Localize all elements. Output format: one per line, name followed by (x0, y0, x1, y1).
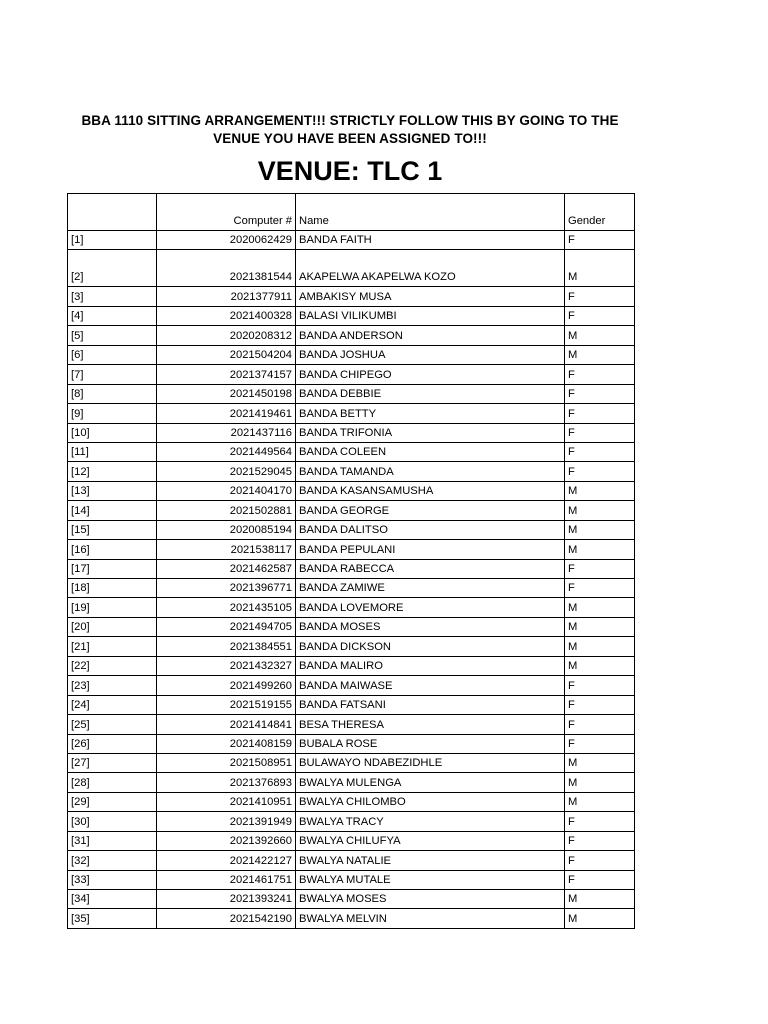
table-row (68, 637, 635, 656)
table-row (68, 384, 635, 403)
row-gender: F (565, 695, 635, 714)
table-row (68, 250, 635, 287)
row-index: [5] (68, 326, 157, 345)
venue-title: VENUE: TLC 1 (257, 156, 443, 186)
row-computer-number: 2021377911 (157, 287, 296, 306)
row-computer-number: 2020085194 (157, 520, 296, 539)
row-computer-number: 2021374157 (157, 365, 296, 384)
row-computer-number: 2021519155 (157, 695, 296, 714)
row-gender: M (565, 656, 635, 675)
row-gender: F (565, 676, 635, 695)
table-row (68, 442, 635, 461)
row-gender: M (565, 540, 635, 559)
row-gender: F (565, 365, 635, 384)
row-name: BANDA ANDERSON (296, 326, 565, 345)
row-gender: F (565, 423, 635, 442)
row-computer-number: 2021393241 (157, 890, 296, 909)
row-index: [13] (68, 481, 157, 500)
row-index: [31] (68, 831, 157, 850)
row-gender: M (565, 890, 635, 909)
row-computer-number: 2021462587 (157, 559, 296, 578)
row-name: BANDA FAITH (296, 231, 565, 250)
sitting-arrangement-table (67, 193, 635, 929)
row-name: BUBALA ROSE (296, 734, 565, 753)
row-index: [10] (68, 423, 157, 442)
row-index: [1] (68, 231, 157, 250)
row-name: BWALYA CHILUFYA (296, 831, 565, 850)
row-computer-number: 2021410951 (157, 792, 296, 811)
row-gender: M (565, 520, 635, 539)
row-index: [2] (68, 250, 157, 287)
table-row (68, 481, 635, 500)
row-name: BANDA JOSHUA (296, 345, 565, 364)
row-name: BALASI VILIKUMBI (296, 306, 565, 325)
table-row (68, 695, 635, 714)
row-index: [30] (68, 812, 157, 831)
row-index: [17] (68, 559, 157, 578)
row-index: [11] (68, 442, 157, 461)
row-gender: F (565, 404, 635, 423)
row-computer-number: 2021422127 (157, 851, 296, 870)
row-gender: M (565, 753, 635, 772)
row-name: BULAWAYO NDABEZIDHLE (296, 753, 565, 772)
table-row (68, 715, 635, 734)
row-index: [14] (68, 501, 157, 520)
row-index: [27] (68, 753, 157, 772)
row-name: BWALYA MULENGA (296, 773, 565, 792)
row-index: [18] (68, 579, 157, 598)
row-index: [21] (68, 637, 157, 656)
row-computer-number: 2021499260 (157, 676, 296, 695)
table-row (68, 851, 635, 870)
table-row (68, 462, 635, 481)
row-name: BANDA LOVEMORE (296, 598, 565, 617)
heading-line-1: BBA 1110 SITTING ARRANGEMENT!!! STRICTLY FOLLOW THIS BY GOING TO THE (81, 113, 619, 128)
table-row (68, 676, 635, 695)
row-computer-number: 2021381544 (157, 250, 296, 287)
row-computer-number: 2021414841 (157, 715, 296, 734)
header-name: Name (296, 194, 565, 231)
table-row (68, 890, 635, 909)
table-row (68, 617, 635, 636)
document-heading (40, 112, 660, 148)
row-name: BWALYA CHILOMBO (296, 792, 565, 811)
row-index: [8] (68, 384, 157, 403)
row-gender: M (565, 345, 635, 364)
table-row (68, 345, 635, 364)
row-name: BANDA COLEEN (296, 442, 565, 461)
table-row (68, 540, 635, 559)
row-computer-number: 2021376893 (157, 773, 296, 792)
row-gender: F (565, 559, 635, 578)
row-gender: M (565, 773, 635, 792)
row-computer-number: 2021404170 (157, 481, 296, 500)
table-row (68, 559, 635, 578)
row-gender: F (565, 384, 635, 403)
row-name: BANDA MALIRO (296, 656, 565, 675)
row-gender: M (565, 598, 635, 617)
row-computer-number: 2021450198 (157, 384, 296, 403)
row-computer-number: 2021392660 (157, 831, 296, 850)
row-name: AKAPELWA AKAPELWA KOZO (296, 250, 565, 287)
row-name: BWALYA TRACY (296, 812, 565, 831)
row-computer-number: 2021529045 (157, 462, 296, 481)
row-index: [22] (68, 656, 157, 675)
row-name: BANDA GEORGE (296, 501, 565, 520)
row-computer-number: 2020062429 (157, 231, 296, 250)
table-row (68, 909, 635, 928)
row-gender: M (565, 250, 635, 287)
table-row (68, 520, 635, 539)
row-name: BANDA ZAMIWE (296, 579, 565, 598)
row-gender: M (565, 909, 635, 928)
row-name: BWALYA MOSES (296, 890, 565, 909)
row-gender: F (565, 442, 635, 461)
row-name: BANDA MOSES (296, 617, 565, 636)
row-name: BWALYA MELVIN (296, 909, 565, 928)
table-row (68, 579, 635, 598)
row-computer-number: 2021504204 (157, 345, 296, 364)
table-row (68, 501, 635, 520)
table-row (68, 404, 635, 423)
row-gender: M (565, 637, 635, 656)
row-gender: F (565, 831, 635, 850)
row-computer-number: 2021437116 (157, 423, 296, 442)
row-computer-number: 2021542190 (157, 909, 296, 928)
row-name: BANDA MAIWASE (296, 676, 565, 695)
row-name: AMBAKISY MUSA (296, 287, 565, 306)
row-name: BWALYA MUTALE (296, 870, 565, 889)
row-name: BANDA TRIFONIA (296, 423, 565, 442)
table-row (68, 231, 635, 250)
row-computer-number: 2021396771 (157, 579, 296, 598)
row-index: [12] (68, 462, 157, 481)
row-index: [4] (68, 306, 157, 325)
row-gender: F (565, 715, 635, 734)
row-name: BESA THERESA (296, 715, 565, 734)
row-computer-number: 2021384551 (157, 637, 296, 656)
header-index (68, 194, 157, 231)
table-row (68, 287, 635, 306)
row-index: [33] (68, 870, 157, 889)
row-computer-number: 2021435105 (157, 598, 296, 617)
row-computer-number: 2020208312 (157, 326, 296, 345)
row-computer-number: 2021408159 (157, 734, 296, 753)
row-gender: F (565, 306, 635, 325)
row-name: BANDA TAMANDA (296, 462, 565, 481)
table-row (68, 656, 635, 675)
row-computer-number: 2021508951 (157, 753, 296, 772)
row-computer-number: 2021419461 (157, 404, 296, 423)
row-index: [29] (68, 792, 157, 811)
table-row (68, 306, 635, 325)
row-gender: M (565, 481, 635, 500)
row-name: BANDA KASANSAMUSHA (296, 481, 565, 500)
row-index: [6] (68, 345, 157, 364)
row-index: [20] (68, 617, 157, 636)
row-index: [3] (68, 287, 157, 306)
row-gender: F (565, 851, 635, 870)
row-computer-number: 2021461751 (157, 870, 296, 889)
row-index: [15] (68, 520, 157, 539)
row-index: [25] (68, 715, 157, 734)
table-row (68, 792, 635, 811)
header-gender: Gender (565, 194, 635, 231)
row-name: BANDA CHIPEGO (296, 365, 565, 384)
row-index: [7] (68, 365, 157, 384)
table-row (68, 753, 635, 772)
row-name: BANDA PEPULANI (296, 540, 565, 559)
row-name: BANDA FATSANI (296, 695, 565, 714)
row-computer-number: 2021449564 (157, 442, 296, 461)
row-name: BANDA DEBBIE (296, 384, 565, 403)
row-computer-number: 2021538117 (157, 540, 296, 559)
header-computer-number: Computer # (157, 194, 296, 231)
table-row (68, 870, 635, 889)
row-name: BANDA RABECCA (296, 559, 565, 578)
row-index: [32] (68, 851, 157, 870)
row-gender: M (565, 501, 635, 520)
table-row (68, 423, 635, 442)
table-row (68, 812, 635, 831)
row-gender: F (565, 734, 635, 753)
row-name: BANDA DICKSON (296, 637, 565, 656)
row-name: BANDA BETTY (296, 404, 565, 423)
row-index: [16] (68, 540, 157, 559)
table-row (68, 598, 635, 617)
row-computer-number: 2021494705 (157, 617, 296, 636)
row-gender: M (565, 617, 635, 636)
row-gender: F (565, 870, 635, 889)
row-index: [9] (68, 404, 157, 423)
table-row (68, 365, 635, 384)
table-row (68, 326, 635, 345)
row-computer-number: 2021391949 (157, 812, 296, 831)
row-computer-number: 2021432327 (157, 656, 296, 675)
table-row (68, 734, 635, 753)
table-row (68, 831, 635, 850)
row-gender: F (565, 287, 635, 306)
row-index: [28] (68, 773, 157, 792)
table-header-row (68, 194, 635, 231)
row-gender: M (565, 326, 635, 345)
row-index: [35] (68, 909, 157, 928)
row-index: [23] (68, 676, 157, 695)
row-index: [19] (68, 598, 157, 617)
row-computer-number: 2021502881 (157, 501, 296, 520)
row-index: [34] (68, 890, 157, 909)
heading-line-2: VENUE YOU HAVE BEEN ASSIGNED TO!!! (213, 131, 487, 146)
row-index: [24] (68, 695, 157, 714)
row-gender: M (565, 792, 635, 811)
row-gender: F (565, 231, 635, 250)
row-gender: F (565, 812, 635, 831)
row-name: BANDA DALITSO (296, 520, 565, 539)
row-gender: F (565, 462, 635, 481)
table-row (68, 773, 635, 792)
row-computer-number: 2021400328 (157, 306, 296, 325)
row-name: BWALYA NATALIE (296, 851, 565, 870)
row-gender: F (565, 579, 635, 598)
row-index: [26] (68, 734, 157, 753)
